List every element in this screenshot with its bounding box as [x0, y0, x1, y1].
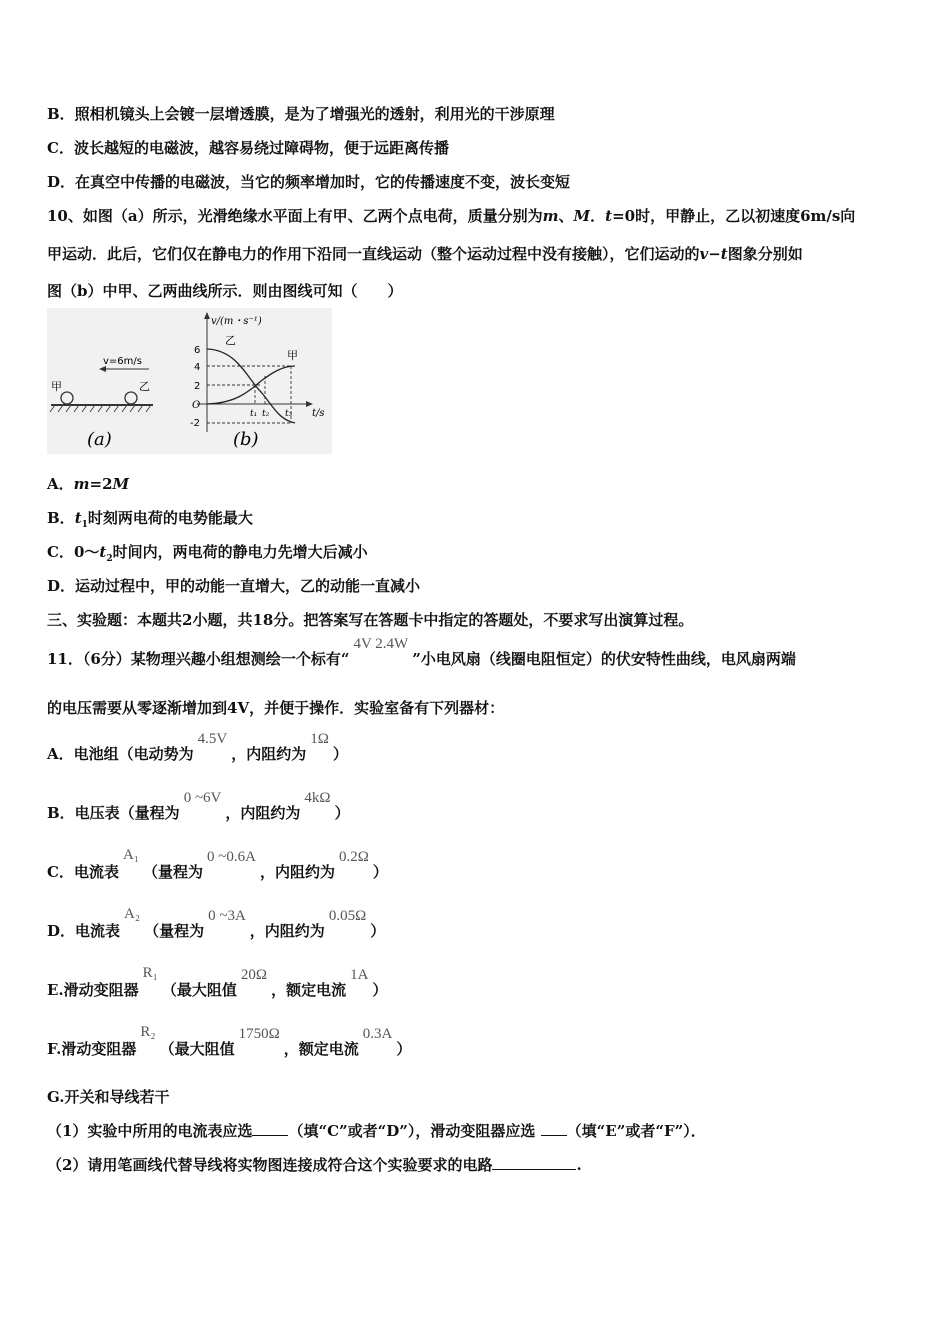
tick-origin: O	[192, 400, 201, 411]
tick-6: 6	[194, 345, 201, 356]
q10-figure	[47, 308, 332, 454]
q11-option-c: C．电流表A₁（量程为0 ~0.6A，内阻约为0.2Ω）	[47, 847, 388, 881]
velocity-label: v=6m/s	[103, 356, 142, 367]
caption-b: (b)	[233, 429, 259, 450]
q9-option-c: C．波长越短的电磁波，越容易绕过障碍物，便于远距离传播	[47, 139, 449, 157]
section-3-heading: 三、实验题：本题共2小题，共18分。把答案写在答题卡中指定的答题处，不要求写出演算过程。	[47, 611, 694, 629]
q10-stem-line3: 图（b）中甲、乙两曲线所示．则由图线可知（ ）	[47, 282, 403, 300]
x-axis-label: t/s	[312, 408, 325, 419]
q9-option-d: D．在真空中传播的电磁波，当它的频率增加时，它的传播速度不变，波长变短	[47, 173, 571, 191]
q10-stem-line1: 10、如图（a）所示，光滑绝缘水平面上有甲、乙两个点电荷，质量分别为m、M．t=0时，甲静止，乙以初速度6m/s向	[47, 207, 856, 225]
charge-yi	[125, 392, 137, 404]
charge-jia	[61, 392, 73, 404]
label-jia-b: 甲	[287, 349, 298, 362]
q10-option-c: C．$0\sim t_2$时间内，两电荷的静电力先增大后减小	[47, 543, 368, 564]
t3-label: t₃	[285, 409, 293, 419]
q11-stem-line2: 的电压需要从零逐渐增加到4V，并便于操作．实验室备有下列器材：	[47, 699, 505, 717]
t2-label: t₂	[262, 409, 270, 419]
caption-a: (a)	[87, 429, 112, 450]
tick-2: 2	[194, 381, 201, 392]
label-yi-a: 乙	[139, 380, 150, 393]
tick-neg2: -2	[190, 418, 200, 429]
q10-option-b: B．$t_1$时刻两电荷的电势能最大	[47, 509, 253, 530]
label-jia-a: 甲	[51, 380, 62, 393]
q11-option-d: D．电流表A₂（量程为0 ~3A，内阻约为0.05Ω）	[47, 906, 386, 940]
q11-option-a: A．电池组（电动势为4.5V，内阻约为1Ω）	[47, 731, 348, 763]
tick-4: 4	[194, 362, 201, 373]
y-axis-label: v/(m・s⁻¹)	[211, 316, 262, 327]
answer-blank-rheostat[interactable]	[541, 1123, 567, 1136]
q11-option-g: G.开关和导线若干	[47, 1088, 170, 1106]
q11-option-f: F.滑动变阻器R₂（最大阻值1750Ω，额定电流0.3A）	[47, 1024, 412, 1058]
answer-blank-ammeter[interactable]	[252, 1123, 288, 1136]
label-yi-b: 乙	[225, 334, 236, 347]
q10-option-a: A．m=2M	[47, 475, 130, 493]
q11-part-1: （1）实验中所用的电流表应选 （填“C”或者“D”），滑动变阻器应选 （填“E”或者“F”）．	[47, 1122, 706, 1140]
answer-blank-circuit[interactable]	[492, 1157, 576, 1170]
q11-option-e: E.滑动变阻器R₁（最大阻值20Ω，额定电流1A）	[47, 965, 388, 999]
q11-stem-line1: 11．（6分）某物理兴趣小组想测绘一个标有“4V 2.4W”小电风扇（线圈电阻恒定）的伏安特性曲线，电风扇两端	[47, 636, 796, 668]
q10-stem-line2: 甲运动．此后，它们仅在静电力的作用下沿同一直线运动（整个运动过程中没有接触），它们运动的v−t图象分别如	[47, 245, 803, 263]
t1-label: t₁	[250, 409, 258, 419]
q9-option-b: B．照相机镜头上会镀一层增透膜，是为了增强光的透射，利用光的干涉原理	[47, 105, 555, 123]
q11-part-2: （2）请用笔画线代替导线将实物图连接成符合这个实验要求的电路 .	[47, 1156, 582, 1174]
q11-option-b: B．电压表（量程为0 ~6V，内阻约为4kΩ）	[47, 790, 350, 822]
q10-option-d: D．运动过程中，甲的动能一直增大，乙的动能一直减小	[47, 577, 421, 595]
